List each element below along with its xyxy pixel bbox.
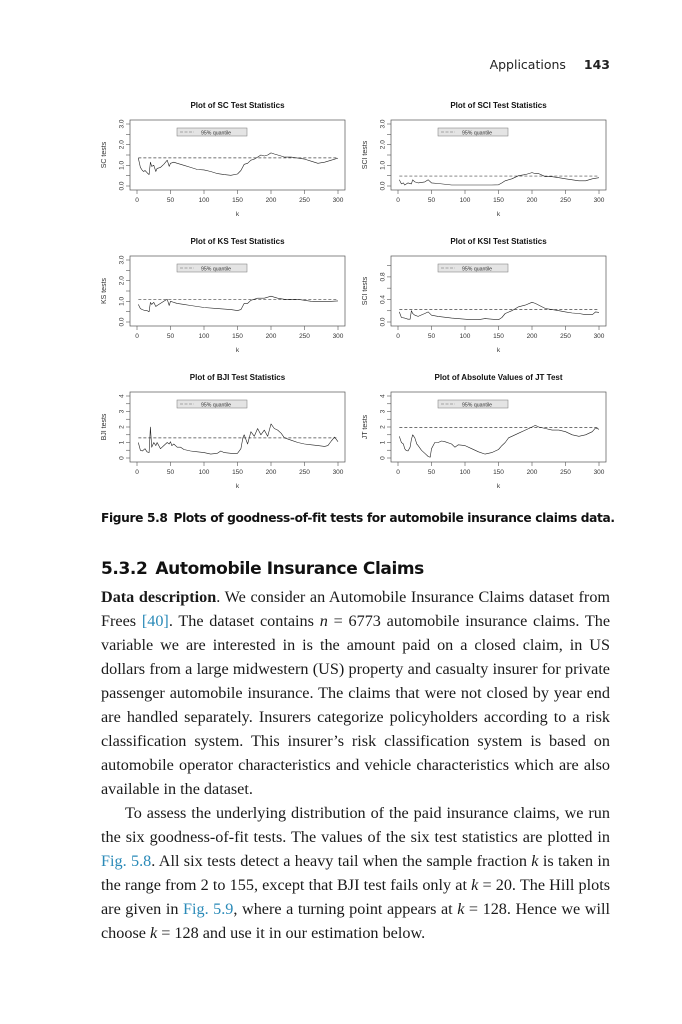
y-axis-label: KS tests bbox=[101, 277, 108, 305]
y-tick-label: 2.0 bbox=[118, 140, 126, 150]
x-axis-label: k bbox=[235, 347, 240, 354]
x-tick-label: 0 bbox=[135, 333, 139, 340]
x-tick-label: 0 bbox=[135, 469, 139, 476]
x-tick-label: 100 bbox=[459, 197, 471, 204]
chart-title: Plot of KS Test Statistics bbox=[190, 237, 285, 246]
x-tick-label: 200 bbox=[526, 197, 538, 204]
chart-legend bbox=[438, 400, 508, 408]
y-axis-label: BJI tests bbox=[101, 413, 108, 441]
x-tick-label: 0 bbox=[135, 197, 139, 204]
x-tick-label: 300 bbox=[593, 197, 605, 204]
x-tick-label: 150 bbox=[232, 333, 243, 340]
x-tick-label: 50 bbox=[166, 469, 175, 476]
chart-title: Plot of SC Test Statistics bbox=[190, 101, 285, 110]
text-run: = 128. Hence we will choose bbox=[101, 900, 610, 942]
data-series bbox=[138, 296, 338, 312]
y-tick-label: 0.0 bbox=[379, 317, 387, 327]
svg-text:95% quantile: 95% quantile bbox=[462, 130, 492, 137]
x-tick-label: 50 bbox=[166, 333, 175, 340]
x-tick-label: 50 bbox=[166, 197, 175, 204]
caption-text: Plots of goodness-of-fit tests for automobile insurance claims data. bbox=[173, 511, 615, 525]
y-tick-label: 0.0 bbox=[118, 181, 126, 191]
y-tick-label: 1.0 bbox=[118, 296, 126, 306]
x-axis-label: k bbox=[496, 483, 501, 490]
svg-text:95% quantile: 95% quantile bbox=[462, 402, 492, 409]
x-tick-label: 0 bbox=[396, 197, 400, 204]
x-tick-label: 200 bbox=[265, 197, 277, 204]
data-series bbox=[399, 425, 599, 457]
y-tick-label: 0.0 bbox=[118, 317, 126, 327]
chart-title: Plot of SCI Test Statistics bbox=[450, 101, 547, 110]
x-tick-label: 200 bbox=[265, 469, 277, 476]
svg-text:95% quantile: 95% quantile bbox=[201, 402, 231, 409]
chart-jt bbox=[351, 367, 613, 499]
x-axis-label: k bbox=[496, 347, 501, 354]
data-series bbox=[138, 153, 338, 175]
page-number: 143 bbox=[583, 57, 610, 72]
x-tick-label: 0 bbox=[396, 333, 400, 340]
chart-sci bbox=[351, 95, 613, 227]
y-axis-label: SCI tests bbox=[362, 276, 369, 306]
svg-text:95% quantile: 95% quantile bbox=[201, 266, 231, 273]
citation-link-40[interactable]: [40] bbox=[141, 612, 169, 630]
text-run: = 20. The Hill plots are given in bbox=[101, 876, 611, 918]
chart-title: Plot of KSI Test Statistics bbox=[450, 237, 547, 246]
chart-legend bbox=[438, 128, 508, 136]
x-tick-label: 50 bbox=[427, 197, 436, 204]
figure-link-5-8[interactable]: Fig. 5.8 bbox=[101, 852, 152, 870]
x-tick-label: 0 bbox=[396, 469, 400, 476]
chart-legend bbox=[177, 400, 247, 408]
y-tick-label: 0 bbox=[118, 456, 126, 460]
x-tick-label: 150 bbox=[232, 197, 243, 204]
text-run: . All six tests detect a heavy tail when the sample fraction bbox=[151, 852, 532, 870]
y-tick-label: 3 bbox=[118, 409, 126, 414]
chart-ks bbox=[90, 231, 352, 363]
figure-5-8 bbox=[90, 95, 620, 500]
x-tick-label: 300 bbox=[332, 333, 344, 340]
x-axis-label: k bbox=[235, 211, 240, 218]
chart-title: Plot of Absolute Values of JT Test bbox=[434, 373, 563, 382]
chart-ksi bbox=[351, 231, 613, 363]
y-axis-label: SC tests bbox=[101, 141, 108, 169]
x-tick-label: 250 bbox=[299, 333, 310, 340]
x-tick-label: 50 bbox=[427, 469, 436, 476]
figure-link-5-9[interactable]: Fig. 5.9 bbox=[182, 900, 234, 918]
x-tick-label: 300 bbox=[332, 197, 344, 204]
math-k: k bbox=[150, 924, 158, 942]
math-k: k bbox=[457, 900, 465, 918]
section-number: 5.3.2 bbox=[101, 559, 148, 579]
y-tick-label: 3.0 bbox=[379, 119, 387, 129]
chart-legend bbox=[438, 264, 508, 272]
x-tick-label: 200 bbox=[526, 333, 538, 340]
x-tick-label: 300 bbox=[332, 469, 344, 476]
x-tick-label: 150 bbox=[493, 469, 504, 476]
paragraph-data-description bbox=[101, 585, 610, 801]
x-tick-label: 300 bbox=[593, 469, 605, 476]
x-tick-label: 100 bbox=[198, 333, 210, 340]
x-tick-label: 150 bbox=[232, 469, 243, 476]
svg-text:95% quantile: 95% quantile bbox=[462, 266, 492, 273]
chart-sc bbox=[90, 95, 352, 227]
paragraph-lead: Data description bbox=[101, 588, 217, 606]
y-tick-label: 2 bbox=[379, 425, 387, 429]
x-tick-label: 50 bbox=[427, 333, 436, 340]
data-series bbox=[138, 424, 338, 454]
paragraph-assessment bbox=[101, 801, 610, 945]
text-run: . The dataset contains bbox=[168, 612, 320, 630]
y-tick-label: 3.0 bbox=[118, 119, 126, 129]
data-series bbox=[399, 173, 599, 185]
math-k: k bbox=[471, 876, 479, 894]
figure-caption bbox=[101, 511, 615, 525]
y-tick-label: 0.4 bbox=[379, 294, 387, 304]
y-tick-label: 0 bbox=[379, 456, 387, 460]
text-run: . We consider an Automobile Insurance Claims dataset from Frees bbox=[101, 588, 611, 630]
x-tick-label: 250 bbox=[560, 333, 571, 340]
y-tick-label: 3 bbox=[379, 409, 387, 414]
y-tick-label: 4 bbox=[118, 394, 126, 398]
x-tick-label: 250 bbox=[299, 197, 310, 204]
y-tick-label: 0.0 bbox=[379, 181, 387, 191]
x-tick-label: 300 bbox=[593, 333, 605, 340]
section-heading bbox=[101, 559, 424, 579]
x-tick-label: 250 bbox=[299, 469, 310, 476]
math-n: n bbox=[319, 612, 328, 630]
x-tick-label: 150 bbox=[493, 197, 504, 204]
y-tick-label: 1.0 bbox=[118, 160, 126, 170]
y-tick-label: 2 bbox=[118, 425, 126, 429]
y-tick-label: 2.0 bbox=[118, 276, 126, 286]
x-tick-label: 100 bbox=[459, 469, 471, 476]
x-tick-label: 100 bbox=[198, 197, 210, 204]
x-tick-label: 150 bbox=[493, 333, 504, 340]
caption-label: Figure 5.8 bbox=[101, 511, 168, 525]
y-tick-label: 0.8 bbox=[379, 272, 387, 282]
x-tick-label: 100 bbox=[198, 469, 210, 476]
x-tick-label: 200 bbox=[526, 469, 538, 476]
svg-text:95% quantile: 95% quantile bbox=[201, 130, 231, 137]
body-text bbox=[101, 585, 610, 945]
running-head bbox=[490, 57, 610, 72]
y-tick-label: 1 bbox=[379, 440, 387, 445]
y-axis-label: JT tests bbox=[362, 414, 369, 440]
data-series bbox=[399, 302, 599, 319]
text-run: is taken in the range from 2 to 155, except that BJI test fails only at bbox=[101, 852, 610, 894]
section-title: Automobile Insurance Claims bbox=[155, 559, 424, 579]
text-run: To assess the underlying distribution of the paid insurance claims, we run the six goodness-of-fit tests. The values of the six test statistics are plotted in bbox=[101, 804, 610, 846]
x-axis-label: k bbox=[235, 483, 240, 490]
chart-legend bbox=[177, 264, 247, 272]
x-tick-label: 250 bbox=[560, 197, 571, 204]
x-tick-label: 200 bbox=[265, 333, 277, 340]
text-run: , where a turning point appears at bbox=[233, 900, 458, 918]
x-tick-label: 250 bbox=[560, 469, 571, 476]
y-tick-label: 2.0 bbox=[379, 140, 387, 150]
y-axis-label: SCI tests bbox=[362, 140, 369, 170]
math-k: k bbox=[531, 852, 539, 870]
running-head-section: Applications bbox=[489, 57, 566, 72]
y-tick-label: 1 bbox=[118, 440, 126, 445]
text-run: = 6773 automobile insurance claims. The variable we are interested in is the amount paid on a closed claim, in US dollars from a large midwestern (US) property and casualty insurer for private passenger automobile insurance. The claims that were not closed by year end are handled separately. Insurers categorize policyholders according to a risk classification system. This insurer’s risk classification system is based on automobile operator characteristics and vehicle characteristics which are also available in the dataset. bbox=[101, 612, 611, 798]
text-run: = 128 and use it in our estimation below. bbox=[157, 924, 426, 942]
x-tick-label: 100 bbox=[459, 333, 471, 340]
chart-legend bbox=[177, 128, 247, 136]
chart-bji bbox=[90, 367, 352, 499]
x-axis-label: k bbox=[496, 211, 501, 218]
y-tick-label: 3.0 bbox=[118, 255, 126, 265]
y-tick-label: 4 bbox=[379, 394, 387, 398]
y-tick-label: 1.0 bbox=[379, 160, 387, 170]
chart-title: Plot of BJI Test Statistics bbox=[189, 373, 286, 382]
